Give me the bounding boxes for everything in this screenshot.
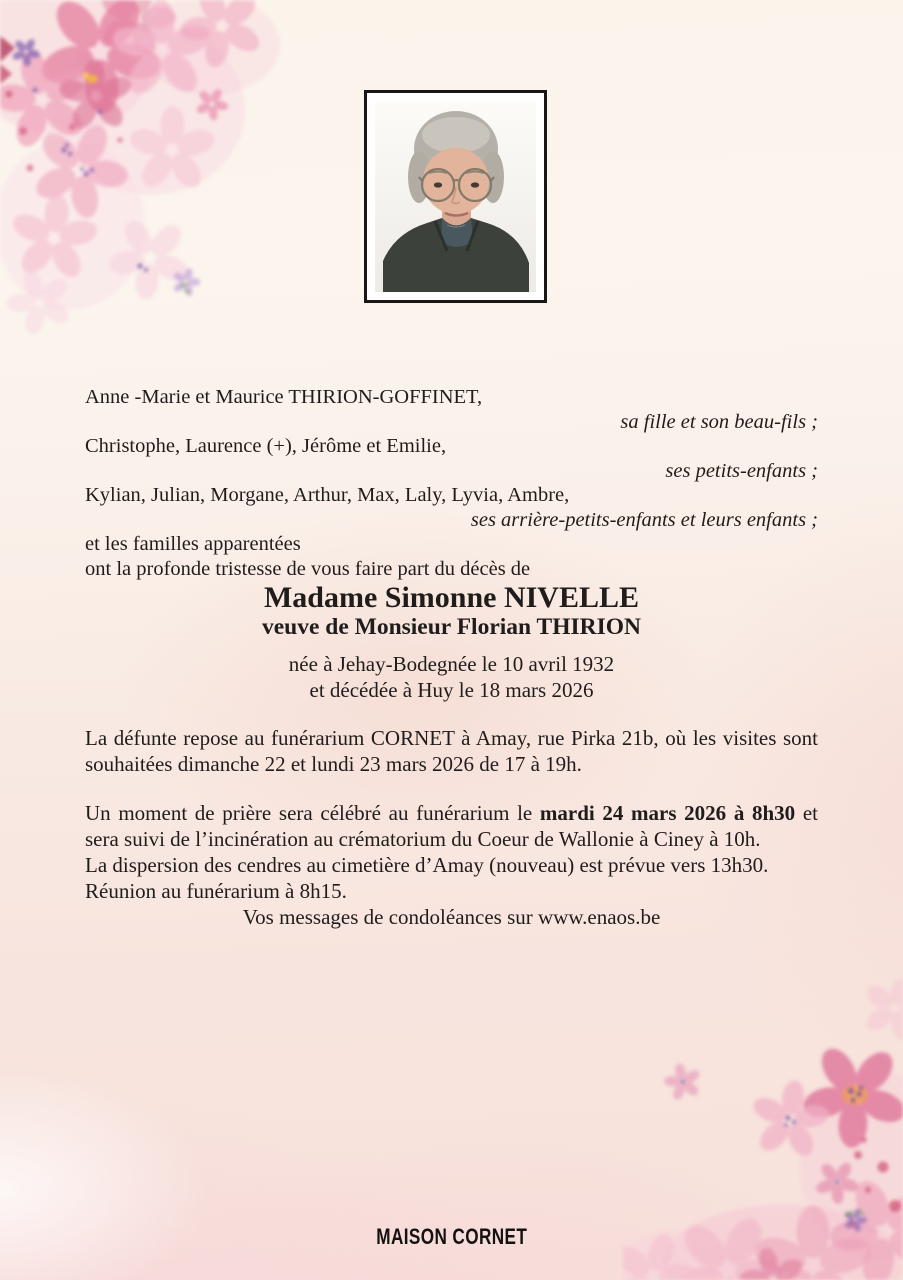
portrait-illustration	[375, 101, 536, 292]
relation-line-2: ses petits-enfants ;	[665, 459, 818, 482]
relation-line-3: ses arrière-petits-enfants et leurs enfants ;	[470, 508, 818, 531]
family-line-3: Kylian, Julian, Morgane, Arthur, Max, Laly, Lyvia, Ambre,	[85, 484, 570, 506]
widow-line: veuve de Monsieur Florian THIRION	[261, 614, 642, 640]
intro-line: ont la profonde tristesse de vous faire part du décès de	[85, 557, 531, 580]
repose-paragraph: La défunte repose au funérarium CORNET à Amay, rue Pirka 21b, où les visites sont souhaitées dimanche 22 et lundi 23 mars 2026 de 17 à 19h.	[85, 726, 818, 776]
family-line-1: Anne -Marie et Maurice THIRION-GOFFINET,	[85, 386, 483, 408]
funeral-home-name: MAISON CORNET	[376, 1224, 527, 1249]
ceremony-date-bold: mardi 24 mars 2026 à 8h30	[539, 801, 796, 825]
deceased-name: Madame Simonne NIVELLE	[263, 581, 640, 614]
birth-line: née à Jehay-Bodegnée le 10 avril 1932	[288, 652, 615, 676]
deceased-portrait-photo	[364, 90, 547, 303]
watercolor-flowers-top-left	[0, 0, 300, 370]
ceremony-text: Un moment de prière sera célébré au funérarium le	[85, 801, 540, 825]
ceremony-paragraph	[85, 800, 818, 852]
announcement-text	[85, 385, 818, 930]
reunion-line: Réunion au funérarium à 8h15.	[85, 879, 347, 903]
family-line-2: Christophe, Laurence (+), Jérôme et Emilie,	[85, 435, 447, 457]
ceremony-text-continued: et sera suivi de l’incinération au crématorium du Coeur de Wallonie à Ciney à 10h.	[85, 801, 819, 851]
funeral-home-logo	[0, 1224, 903, 1250]
dispersion-paragraph: La dispersion des cendres au cimetière d’Amay (nouveau) est prévue vers 13h30.	[85, 853, 769, 877]
death-line: et décédée à Huy le 18 mars 2026	[309, 677, 594, 702]
family-closing-line: et les familles apparentées	[85, 533, 301, 555]
condolences-line: Vos messages de condoléances sur www.enaos.be	[242, 905, 661, 929]
relation-line-1: sa fille et son beau-fils ;	[620, 410, 818, 433]
